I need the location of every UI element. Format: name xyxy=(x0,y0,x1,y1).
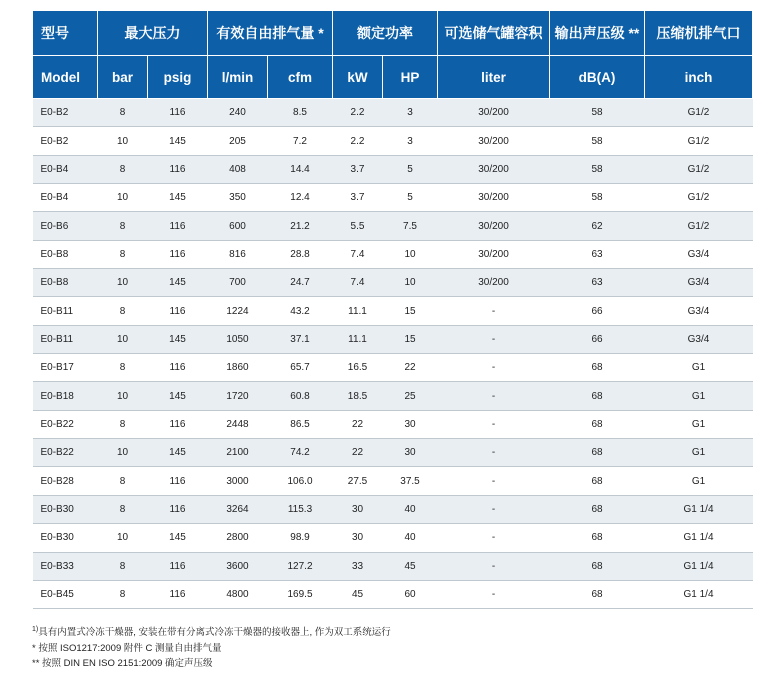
footnote-1 xyxy=(32,622,391,641)
cell-pressure-psig: 116 xyxy=(148,297,208,325)
table-row xyxy=(33,439,753,467)
cell-sound-dba: 68 xyxy=(550,439,645,467)
cell-model: E0-B8 xyxy=(33,269,98,297)
cell-sound-dba: 68 xyxy=(550,580,645,608)
cell-sound-dba: 58 xyxy=(550,99,645,127)
cell-pressure-psig: 116 xyxy=(148,354,208,382)
cell-pressure-psig: 145 xyxy=(148,382,208,410)
cell-tank-liter: - xyxy=(438,297,550,325)
cell-sound-dba: 63 xyxy=(550,269,645,297)
header-unit-psig: psig xyxy=(148,56,208,99)
cell-pressure-psig: 145 xyxy=(148,325,208,353)
cell-outlet-inch: G3/4 xyxy=(645,269,753,297)
cell-fad-cfm: 106.0 xyxy=(268,467,333,495)
cell-sound-dba: 66 xyxy=(550,325,645,353)
cell-fad-cfm: 65.7 xyxy=(268,354,333,382)
cell-model: E0-B45 xyxy=(33,580,98,608)
table-row xyxy=(33,212,753,240)
cell-fad-cfm: 115.3 xyxy=(268,495,333,523)
cell-model: E0-B6 xyxy=(33,212,98,240)
cell-pressure-bar: 8 xyxy=(98,99,148,127)
cell-pressure-bar: 8 xyxy=(98,495,148,523)
cell-outlet-inch: G1 1/4 xyxy=(645,580,753,608)
cell-fad-cfm: 98.9 xyxy=(268,524,333,552)
footnote-3: ** 按照 DIN EN ISO 2151:2009 确定声压级 xyxy=(32,658,213,670)
cell-tank-liter: - xyxy=(438,382,550,410)
header-rated-power: 额定功率 xyxy=(333,11,438,56)
cell-power-hp: 22 xyxy=(383,354,438,382)
cell-pressure-psig: 116 xyxy=(148,410,208,438)
cell-fad-lmin: 205 xyxy=(208,127,268,155)
header-tank-volume: 可选储气罐容积 xyxy=(438,11,550,56)
table-row xyxy=(33,269,753,297)
cell-power-kw: 30 xyxy=(333,495,383,523)
footnote-1-mark: 1) xyxy=(32,626,39,633)
cell-power-kw: 45 xyxy=(333,580,383,608)
cell-sound-dba: 66 xyxy=(550,297,645,325)
cell-power-kw: 18.5 xyxy=(333,382,383,410)
cell-pressure-bar: 8 xyxy=(98,580,148,608)
cell-pressure-bar: 8 xyxy=(98,467,148,495)
cell-power-kw: 5.5 xyxy=(333,212,383,240)
cell-sound-dba: 58 xyxy=(550,127,645,155)
cell-pressure-psig: 145 xyxy=(148,524,208,552)
header-unit-cfm: cfm xyxy=(268,56,333,99)
cell-outlet-inch: G1 xyxy=(645,410,753,438)
cell-outlet-inch: G1 xyxy=(645,382,753,410)
cell-pressure-psig: 145 xyxy=(148,127,208,155)
cell-fad-cfm: 21.2 xyxy=(268,212,333,240)
spec-table xyxy=(32,10,753,609)
table-row xyxy=(33,467,753,495)
cell-outlet-inch: G1 1/4 xyxy=(645,552,753,580)
cell-fad-cfm: 86.5 xyxy=(268,410,333,438)
cell-model: E0-B11 xyxy=(33,325,98,353)
cell-model: E0-B17 xyxy=(33,354,98,382)
cell-fad-lmin: 2448 xyxy=(208,410,268,438)
cell-power-hp: 10 xyxy=(383,240,438,268)
cell-sound-dba: 68 xyxy=(550,552,645,580)
cell-power-hp: 60 xyxy=(383,580,438,608)
cell-power-hp: 10 xyxy=(383,269,438,297)
cell-power-kw: 11.1 xyxy=(333,297,383,325)
cell-fad-cfm: 14.4 xyxy=(268,155,333,183)
table-row xyxy=(33,524,753,552)
cell-outlet-inch: G1 xyxy=(645,439,753,467)
cell-power-kw: 2.2 xyxy=(333,127,383,155)
cell-fad-lmin: 3264 xyxy=(208,495,268,523)
cell-fad-lmin: 2100 xyxy=(208,439,268,467)
cell-fad-lmin: 3600 xyxy=(208,552,268,580)
cell-power-hp: 7.5 xyxy=(383,212,438,240)
table-row xyxy=(33,410,753,438)
header-unit-dba: dB(A) xyxy=(550,56,645,99)
table-row xyxy=(33,297,753,325)
cell-sound-dba: 68 xyxy=(550,410,645,438)
table-row xyxy=(33,184,753,212)
cell-fad-lmin: 1860 xyxy=(208,354,268,382)
cell-power-kw: 30 xyxy=(333,524,383,552)
cell-tank-liter: - xyxy=(438,552,550,580)
header-sound-level: 输出声压级 ** xyxy=(550,11,645,56)
cell-outlet-inch: G1 xyxy=(645,467,753,495)
cell-power-kw: 22 xyxy=(333,439,383,467)
cell-power-kw: 7.4 xyxy=(333,240,383,268)
cell-power-kw: 27.5 xyxy=(333,467,383,495)
cell-pressure-psig: 116 xyxy=(148,212,208,240)
cell-fad-lmin: 2800 xyxy=(208,524,268,552)
cell-pressure-psig: 116 xyxy=(148,580,208,608)
spec-table-body xyxy=(33,99,753,609)
cell-model: E0-B2 xyxy=(33,127,98,155)
cell-power-hp: 40 xyxy=(383,495,438,523)
cell-pressure-psig: 145 xyxy=(148,269,208,297)
cell-sound-dba: 62 xyxy=(550,212,645,240)
table-row xyxy=(33,325,753,353)
cell-pressure-bar: 10 xyxy=(98,184,148,212)
cell-tank-liter: - xyxy=(438,580,550,608)
header-unit-lmin: l/min xyxy=(208,56,268,99)
cell-tank-liter: - xyxy=(438,325,550,353)
header-unit-hp: HP xyxy=(383,56,438,99)
table-row xyxy=(33,382,753,410)
cell-tank-liter: - xyxy=(438,467,550,495)
cell-tank-liter: 30/200 xyxy=(438,269,550,297)
cell-pressure-bar: 10 xyxy=(98,269,148,297)
cell-power-hp: 30 xyxy=(383,410,438,438)
header-model-zh: 型号 xyxy=(33,11,98,56)
cell-fad-cfm: 169.5 xyxy=(268,580,333,608)
cell-model: E0-B18 xyxy=(33,382,98,410)
cell-fad-lmin: 4800 xyxy=(208,580,268,608)
cell-model: E0-B4 xyxy=(33,184,98,212)
cell-sound-dba: 58 xyxy=(550,184,645,212)
cell-power-hp: 37.5 xyxy=(383,467,438,495)
header-unit-liter: liter xyxy=(438,56,550,99)
cell-fad-cfm: 7.2 xyxy=(268,127,333,155)
table-row xyxy=(33,495,753,523)
cell-pressure-psig: 116 xyxy=(148,99,208,127)
cell-tank-liter: - xyxy=(438,524,550,552)
header-unit-inch: inch xyxy=(645,56,753,99)
cell-power-kw: 2.2 xyxy=(333,99,383,127)
cell-power-kw: 16.5 xyxy=(333,354,383,382)
cell-fad-cfm: 24.7 xyxy=(268,269,333,297)
cell-pressure-bar: 10 xyxy=(98,382,148,410)
cell-pressure-psig: 145 xyxy=(148,439,208,467)
cell-outlet-inch: G3/4 xyxy=(645,297,753,325)
cell-pressure-bar: 8 xyxy=(98,410,148,438)
cell-sound-dba: 68 xyxy=(550,382,645,410)
cell-power-hp: 3 xyxy=(383,99,438,127)
cell-outlet-inch: G1/2 xyxy=(645,127,753,155)
cell-power-hp: 3 xyxy=(383,127,438,155)
cell-pressure-psig: 116 xyxy=(148,155,208,183)
cell-fad-cfm: 28.8 xyxy=(268,240,333,268)
cell-tank-liter: 30/200 xyxy=(438,212,550,240)
cell-pressure-bar: 8 xyxy=(98,297,148,325)
cell-outlet-inch: G1/2 xyxy=(645,155,753,183)
cell-tank-liter: - xyxy=(438,410,550,438)
cell-fad-cfm: 43.2 xyxy=(268,297,333,325)
table-row xyxy=(33,354,753,382)
table-row xyxy=(33,127,753,155)
cell-fad-lmin: 600 xyxy=(208,212,268,240)
cell-fad-lmin: 1720 xyxy=(208,382,268,410)
cell-pressure-bar: 8 xyxy=(98,552,148,580)
cell-tank-liter: 30/200 xyxy=(438,240,550,268)
cell-fad-lmin: 240 xyxy=(208,99,268,127)
cell-power-hp: 15 xyxy=(383,297,438,325)
cell-pressure-bar: 8 xyxy=(98,354,148,382)
cell-power-hp: 5 xyxy=(383,184,438,212)
cell-tank-liter: - xyxy=(438,439,550,467)
cell-outlet-inch: G3/4 xyxy=(645,240,753,268)
cell-power-kw: 3.7 xyxy=(333,155,383,183)
cell-power-kw: 11.1 xyxy=(333,325,383,353)
cell-power-kw: 7.4 xyxy=(333,269,383,297)
cell-sound-dba: 68 xyxy=(550,495,645,523)
header-row-zh xyxy=(33,11,753,56)
cell-fad-lmin: 350 xyxy=(208,184,268,212)
cell-power-kw: 33 xyxy=(333,552,383,580)
cell-model: E0-B2 xyxy=(33,99,98,127)
footnotes xyxy=(32,622,391,672)
footnote-1-text: 具有内置式冷冻干燥器, 安装在带有分离式冷冻干燥器的接收器上, 作为双工系统运行 xyxy=(38,627,391,639)
cell-tank-liter: 30/200 xyxy=(438,127,550,155)
cell-fad-cfm: 127.2 xyxy=(268,552,333,580)
cell-model: E0-B30 xyxy=(33,495,98,523)
cell-power-kw: 22 xyxy=(333,410,383,438)
table-row xyxy=(33,580,753,608)
cell-outlet-inch: G1 1/4 xyxy=(645,524,753,552)
cell-model: E0-B22 xyxy=(33,410,98,438)
cell-model: E0-B11 xyxy=(33,297,98,325)
cell-sound-dba: 58 xyxy=(550,155,645,183)
table-row xyxy=(33,552,753,580)
cell-power-hp: 5 xyxy=(383,155,438,183)
header-unit-kw: kW xyxy=(333,56,383,99)
cell-fad-lmin: 700 xyxy=(208,269,268,297)
cell-pressure-bar: 10 xyxy=(98,325,148,353)
cell-pressure-psig: 145 xyxy=(148,184,208,212)
cell-pressure-psig: 116 xyxy=(148,467,208,495)
cell-model: E0-B4 xyxy=(33,155,98,183)
cell-power-hp: 25 xyxy=(383,382,438,410)
cell-outlet-inch: G1 xyxy=(645,354,753,382)
cell-pressure-bar: 8 xyxy=(98,155,148,183)
cell-pressure-bar: 10 xyxy=(98,439,148,467)
cell-power-hp: 40 xyxy=(383,524,438,552)
cell-outlet-inch: G1/2 xyxy=(645,99,753,127)
cell-fad-lmin: 1050 xyxy=(208,325,268,353)
header-row-units xyxy=(33,56,753,99)
cell-pressure-bar: 8 xyxy=(98,212,148,240)
cell-power-hp: 15 xyxy=(383,325,438,353)
table-row xyxy=(33,155,753,183)
cell-power-hp: 30 xyxy=(383,439,438,467)
cell-power-kw: 3.7 xyxy=(333,184,383,212)
cell-fad-cfm: 12.4 xyxy=(268,184,333,212)
cell-tank-liter: 30/200 xyxy=(438,99,550,127)
cell-pressure-psig: 116 xyxy=(148,240,208,268)
cell-model: E0-B30 xyxy=(33,524,98,552)
cell-model: E0-B33 xyxy=(33,552,98,580)
cell-sound-dba: 63 xyxy=(550,240,645,268)
cell-fad-lmin: 3000 xyxy=(208,467,268,495)
cell-sound-dba: 68 xyxy=(550,467,645,495)
header-max-pressure: 最大压力 xyxy=(98,11,208,56)
cell-pressure-psig: 116 xyxy=(148,552,208,580)
table-row xyxy=(33,99,753,127)
header-model-en: Model xyxy=(33,56,98,99)
cell-fad-cfm: 8.5 xyxy=(268,99,333,127)
cell-model: E0-B8 xyxy=(33,240,98,268)
cell-outlet-inch: G1 1/4 xyxy=(645,495,753,523)
table-row xyxy=(33,240,753,268)
cell-model: E0-B22 xyxy=(33,439,98,467)
cell-fad-lmin: 408 xyxy=(208,155,268,183)
cell-sound-dba: 68 xyxy=(550,524,645,552)
cell-pressure-psig: 116 xyxy=(148,495,208,523)
cell-tank-liter: 30/200 xyxy=(438,184,550,212)
cell-outlet-inch: G1/2 xyxy=(645,184,753,212)
cell-model: E0-B28 xyxy=(33,467,98,495)
cell-fad-cfm: 60.8 xyxy=(268,382,333,410)
header-outlet: 压缩机排气口 xyxy=(645,11,753,56)
cell-tank-liter: - xyxy=(438,354,550,382)
cell-fad-cfm: 74.2 xyxy=(268,439,333,467)
cell-sound-dba: 68 xyxy=(550,354,645,382)
footnote-2: * 按照 ISO1217:2009 附件 C 测量自由排气量 xyxy=(32,642,222,654)
cell-fad-lmin: 816 xyxy=(208,240,268,268)
cell-pressure-bar: 10 xyxy=(98,127,148,155)
cell-outlet-inch: G3/4 xyxy=(645,325,753,353)
cell-pressure-bar: 10 xyxy=(98,524,148,552)
cell-pressure-bar: 8 xyxy=(98,240,148,268)
header-free-air-delivery: 有效自由排气量 * xyxy=(208,11,333,56)
cell-power-hp: 45 xyxy=(383,552,438,580)
cell-tank-liter: - xyxy=(438,495,550,523)
cell-fad-lmin: 1224 xyxy=(208,297,268,325)
header-unit-bar: bar xyxy=(98,56,148,99)
cell-tank-liter: 30/200 xyxy=(438,155,550,183)
cell-fad-cfm: 37.1 xyxy=(268,325,333,353)
cell-outlet-inch: G1/2 xyxy=(645,212,753,240)
